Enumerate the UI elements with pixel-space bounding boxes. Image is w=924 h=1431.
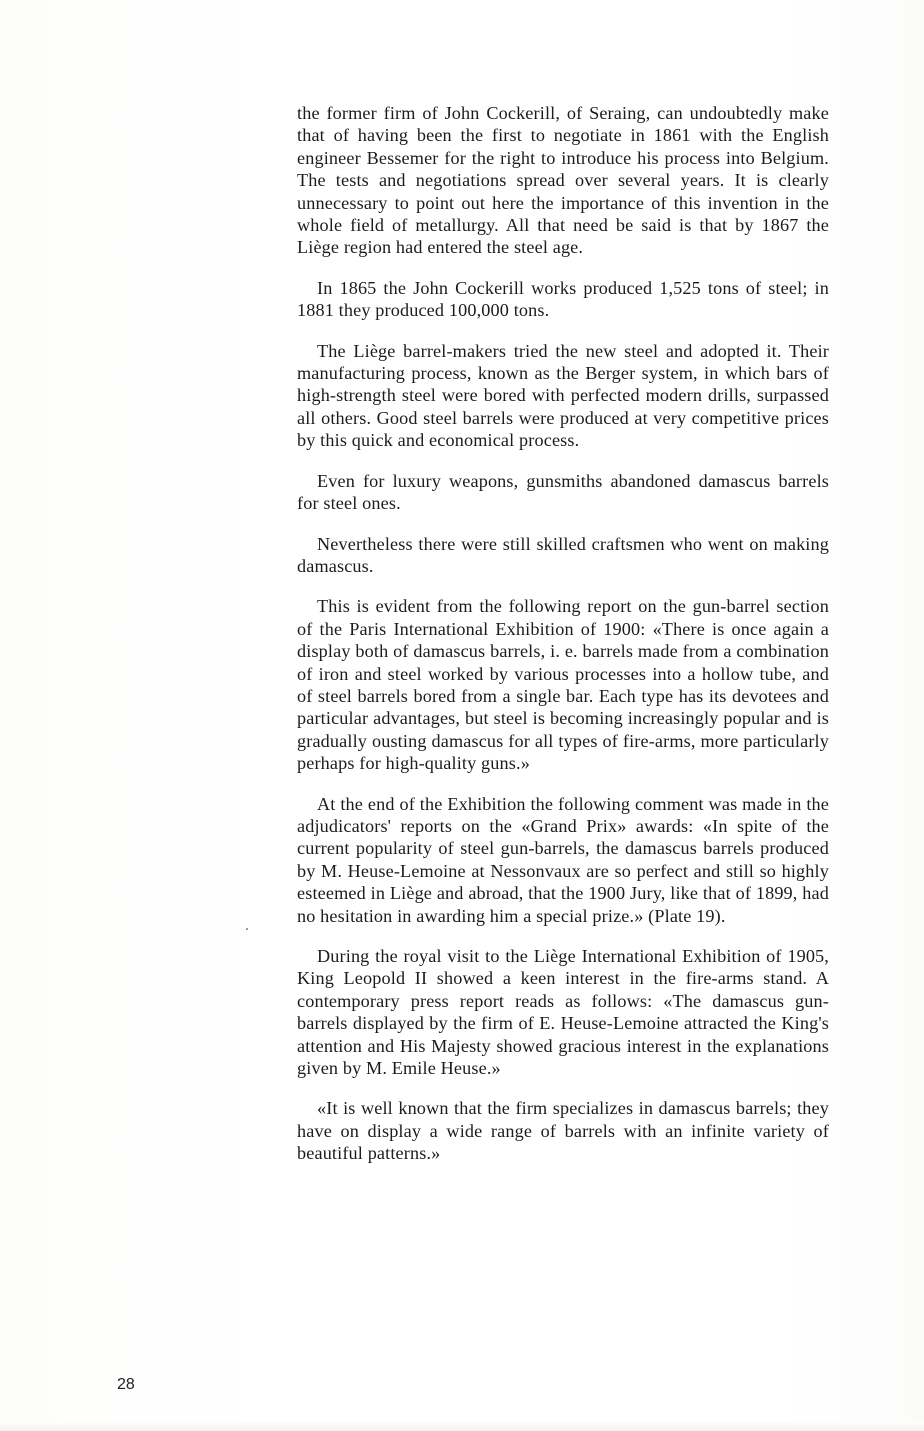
- paragraph: The Liège barrel-makers tried the new steel and adopted it. Their manufacturing process, known as the Berger system, in which bars of high-strength steel were bored with perfected modern drills, surpassed all others. Good steel barrels were produced at very competitive prices by this quick and economical process.: [297, 340, 829, 451]
- paragraph: During the royal visit to the Liège International Exhibition of 1905, King Leopold II showed a keen interest in the fire-arms stand. A contemporary press report reads as follows: «The damascus gun-barrels displayed by the firm of E. Heuse-Lemoine attracted the King's attention and His Majesty showed gracious interest in the explanations given by M. Emile Heuse.»: [297, 946, 829, 1079]
- page-number: 28: [117, 1376, 135, 1393]
- paragraph: «It is well known that the firm specializes in damascus barrels; they have on display a wide range of barrels with an infinite variety of beautiful patterns.»: [297, 1098, 829, 1164]
- paragraph: Nevertheless there were still skilled craftsmen who went on making damascus.: [297, 533, 829, 576]
- paper-speck: [246, 928, 248, 930]
- paragraph: At the end of the Exhibition the following comment was made in the adjudicators' reports on the «Grand Prix» awards: «In spite of the current popularity of steel gun-barrels, the damascus barrels produced by M. Heuse-Lemoine at Nessonvaux are so perfect and still so highly esteemed in Liège and abroad, that the 1900 Jury, like that of 1899, had no hesitation in awarding him a special prize.» (Plate 19).: [297, 793, 829, 926]
- paragraph: In 1865 the John Cockerill works produced 1,525 tons of steel; in 1881 they produced 100,000 tons.: [297, 277, 829, 321]
- paragraph: Even for luxury weapons, gunsmiths abandoned damascus barrels for steel ones.: [297, 470, 829, 514]
- paragraph: This is evident from the following report on the gun-barrel section of the Paris International Exhibition of 1900: «There is once again a display both of damascus barrels, i. e. barrels made from a combination of iron and steel worked by various processes into a hollow tube, and of steel barrels bored from a single bar. Each type has its devotees and particular advantages, but steel is becoming increasingly popular and is gradually ousting damascus for all types of fire-arms, more particularly perhaps for high-quality guns.»: [297, 596, 829, 774]
- paragraph: the former firm of John Cockerill, of Seraing, can undoubtedly make that of having been the first to negotiate in 1861 with the English engineer Bessemer for the right to introduce his process into Belgium. The tests and negotiations spread over several years. It is clearly unnecessary to point out here the importance of this invention in the whole field of metallurgy. All that need be said is that by 1867 the Liège region had entered the steel age.: [297, 103, 829, 258]
- body-text: [297, 102, 829, 1183]
- page-bottom-edge: [0, 1421, 924, 1431]
